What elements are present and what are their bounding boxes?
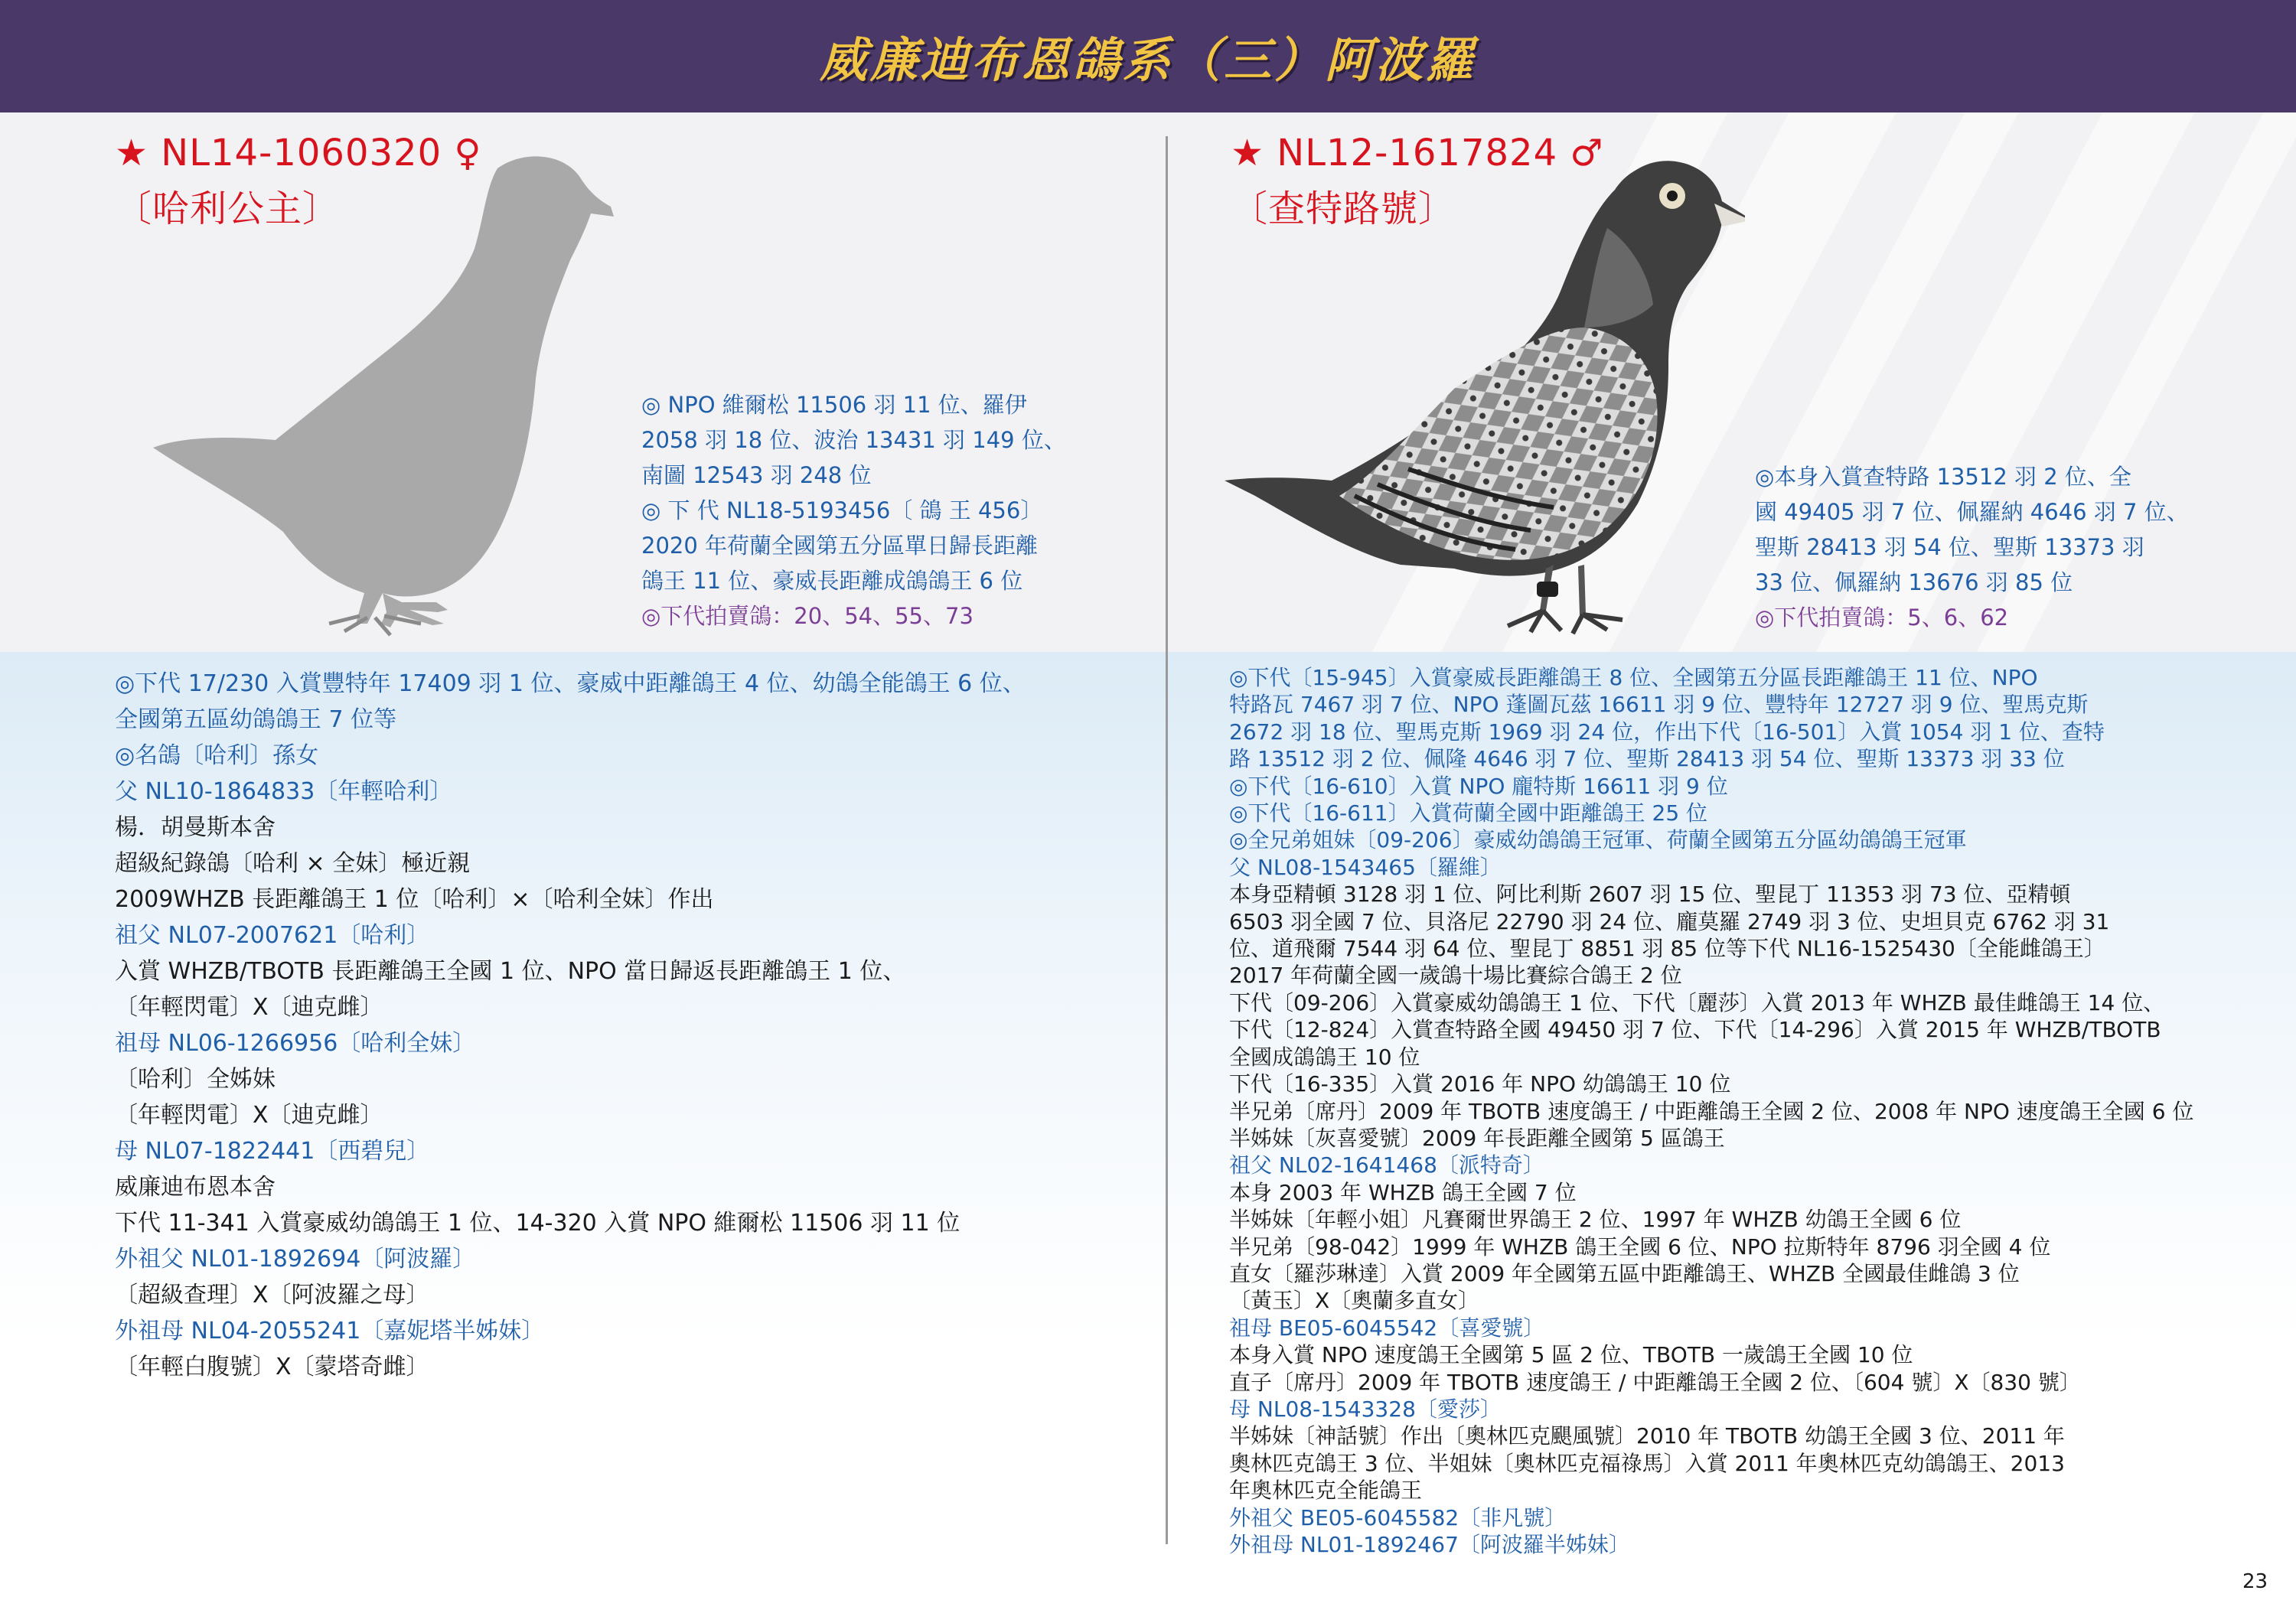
info-line: 33 位、佩羅納 13676 羽 85 位 bbox=[1755, 569, 2073, 595]
pedigree-line: 半姊妹〔神話號〕作出〔奧林匹克颶風號〕2010 年 TBOTB 幼鴿王全國 3 位、2011 年 bbox=[1229, 1423, 2065, 1449]
left-ring-number: ★ NL14-1060320 ♀ bbox=[115, 132, 482, 174]
pedigree-line: 下代〔09-206〕入賞豪威幼鴿鴿王 1 位、下代〔麗莎〕入賞 2013 年 WHZB 最佳雌鴿王 14 位、 bbox=[1229, 989, 2165, 1015]
info-line: 2020 年荷蘭全國第五分區單日歸長距離 bbox=[641, 533, 1039, 559]
pedigree-line: ◎下代〔16-610〕入賞 NPO 龐特斯 16611 羽 9 位 bbox=[1229, 773, 1728, 799]
right-bird-info bbox=[1755, 459, 2189, 635]
pedigree-line: 半兄弟〔席丹〕2009 年 TBOTB 速度鴿王 / 中距離鴿王全國 2 位、2008 年 NPO 速度鴿王全國 6 位 bbox=[1229, 1098, 2194, 1124]
pedigree-line: 下代 11-341 入賞豪威幼鴿鴿王 1 位、14-320 入賞 NPO 維爾松 11506 羽 11 位 bbox=[115, 1210, 960, 1237]
pedigree-line: 直女〔羅莎琳達〕入賞 2009 年全國第五區中距離鴿王、WHZB 全國最佳雌鴿 3 位 bbox=[1229, 1260, 2020, 1286]
pedigree-line: 外祖母 NL01-1892467〔阿波羅半姊妹〕 bbox=[1229, 1532, 1630, 1557]
info-line: ◎ 下 代 NL18-5193456〔 鴿 王 456〕 bbox=[641, 497, 1043, 523]
left-bird-info bbox=[641, 387, 1066, 634]
page-title: 威廉迪布恩鴿系（三）阿波羅 bbox=[819, 32, 1476, 88]
auction-line: ◎下代拍賣鴿：20、54、55、73 bbox=[641, 603, 974, 629]
pedigree-line: 入賞 WHZB/TBOTB 長距離鴿王全國 1 位、NPO 當日歸返長距離鴿王 1 位、 bbox=[115, 958, 906, 985]
info-line: ◎本身入賞查特路 13512 羽 2 位、全 bbox=[1755, 464, 2131, 490]
pedigree-line: 威廉迪布恩本舍 bbox=[115, 1174, 276, 1201]
pedigree-line: 母 NL07-1822441〔西碧兒〕 bbox=[115, 1138, 430, 1165]
pedigree-line: 〔年輕白腹號〕X〔蒙塔奇雌〕 bbox=[115, 1354, 429, 1380]
pedigree-line: 祖母 BE05-6045542〔喜愛號〕 bbox=[1229, 1315, 1545, 1341]
pedigree-line: 下代〔16-335〕入賞 2016 年 NPO 幼鴿鴿王 10 位 bbox=[1229, 1071, 1731, 1097]
pedigree-line: 奧林匹克鴿王 3 位、半姐妹〔奧林匹克福祿馬〕入賞 2011 年奧林匹克幼鴿鴿王、2013 bbox=[1229, 1450, 2065, 1476]
column-divider bbox=[1166, 136, 1168, 1544]
pedigree-line: 母 NL08-1543328〔愛莎〕 bbox=[1229, 1396, 1502, 1422]
info-line: 國 49405 羽 7 位、佩羅納 4646 羽 7 位、 bbox=[1755, 499, 2189, 525]
pedigree-line: ◎下代 17/230 入賞豐特年 17409 羽 1 位、豪威中距離鴿王 4 位、幼鴿全能鴿王 6 位、 bbox=[115, 670, 1026, 697]
pedigree-line: 超級紀錄鴿〔哈利 × 全妹〕極近親 bbox=[115, 850, 471, 877]
pedigree-line: 〔黃玉〕X〔奧蘭多直女〕 bbox=[1229, 1288, 1480, 1314]
pedigree-line: 外祖母 NL04-2055241〔嘉妮塔半姊妹〕 bbox=[115, 1318, 545, 1344]
right-bird-name: 〔查特路號〕 bbox=[1231, 187, 1456, 230]
left-bird-name: 〔哈利公主〕 bbox=[115, 187, 341, 230]
pedigree-line: 6503 羽全國 7 位、貝洛尼 22790 羽 24 位、龐莫羅 2749 羽 3 位、史坦貝克 6762 羽 31 bbox=[1229, 908, 2110, 934]
pedigree-line: 本身 2003 年 WHZB 鴿王全國 7 位 bbox=[1229, 1179, 1577, 1205]
pedigree-line: ◎下代〔16-611〕入賞荷蘭全國中距離鴿王 25 位 bbox=[1229, 800, 1708, 826]
pedigree-line: 2672 羽 18 位、聖馬克斯 1969 羽 24 位，作出下代〔16-501〕入賞 1054 羽 1 位、查特 bbox=[1229, 719, 2105, 745]
pedigree-line: 半姊妹〔灰喜愛號〕2009 年長距離全國第 5 區鴿王 bbox=[1229, 1125, 1725, 1151]
pedigree-line: 全國第五區幼鴿鴿王 7 位等 bbox=[115, 706, 397, 733]
info-line: 2058 羽 18 位、波治 13431 羽 149 位、 bbox=[641, 427, 1066, 453]
pedigree-line: 〔超級查理〕X〔阿波羅之母〕 bbox=[115, 1282, 429, 1309]
pedigree-line: 本身亞精頓 3128 羽 1 位、阿比利斯 2607 羽 15 位、聖昆丁 11353 羽 73 位、亞精頓 bbox=[1229, 882, 2071, 908]
pedigree-line: 全國成鴿鴿王 10 位 bbox=[1229, 1044, 1420, 1070]
pedigree-line: ◎下代〔15-945〕入賞豪威長距離鴿王 8 位、全國第五分區長距離鴿王 11 位、NPO bbox=[1229, 665, 2038, 690]
info-line: ◎ NPO 維爾松 11506 羽 11 位、羅伊 bbox=[641, 392, 1027, 418]
pedigree-line: 〔哈利〕全姊妹 bbox=[115, 1066, 276, 1093]
pedigree-line: 半兄弟〔98-042〕1999 年 WHZB 鴿王全國 6 位、NPO 拉斯特年 8796 羽全國 4 位 bbox=[1229, 1234, 2051, 1260]
right-pedigree bbox=[1229, 664, 2193, 1558]
pedigree-line: 直子〔席丹〕2009 年 TBOTB 速度鴿王 / 中距離鴿王全國 2 位、〔604 號〕X〔830 號〕 bbox=[1229, 1369, 2081, 1395]
info-line: 南圖 12543 羽 248 位 bbox=[641, 462, 872, 488]
pedigree-line: ◎名鴿〔哈利〕孫女 bbox=[115, 742, 319, 769]
pedigree-line: 祖母 NL06-1266956〔哈利全妹〕 bbox=[115, 1030, 476, 1057]
pedigree-line: 本身入賞 NPO 速度鴿王全國第 5 區 2 位、TBOTB 一歲鴿王全國 10 位 bbox=[1229, 1342, 1913, 1368]
pedigree-line: ◎全兄弟姐妹〔09-206〕豪威幼鴿鴿王冠軍、荷蘭全國第五分區幼鴿鴿王冠軍 bbox=[1229, 827, 1967, 853]
pedigree-line: 特路瓦 7467 羽 7 位、NPO 蓬圖瓦茲 16611 羽 9 位、豐特年 12727 羽 9 位、聖馬克斯 bbox=[1229, 692, 2089, 718]
pedigree-line: 〔年輕閃電〕X〔迪克雌〕 bbox=[115, 1102, 383, 1129]
right-ring-number: ★ NL12-1617824 ♂ bbox=[1231, 132, 1604, 174]
pedigree-line: 年奧林匹克全能鴿王 bbox=[1229, 1478, 1423, 1504]
pedigree-line: 父 NL10-1864833〔年輕哈利〕 bbox=[115, 778, 453, 805]
pedigree-line: 祖父 NL02-1641468〔派特奇〕 bbox=[1229, 1152, 1544, 1178]
pedigree-line: 〔年輕閃電〕X〔迪克雌〕 bbox=[115, 994, 383, 1021]
pedigree-line: 2017 年荷蘭全國一歲鴿十場比賽綜合鴿王 2 位 bbox=[1229, 963, 1682, 989]
pedigree-line: 下代〔12-824〕入賞查特路全國 49450 羽 7 位、下代〔14-296〕入賞 2015 年 WHZB/TBOTB bbox=[1229, 1017, 2161, 1043]
pedigree-line: 2009WHZB 長距離鴿王 1 位〔哈利〕×〔哈利全妹〕作出 bbox=[115, 886, 714, 913]
page-number: 23 bbox=[2242, 1570, 2268, 1593]
pedigree-line: 楊．胡曼斯本舍 bbox=[115, 814, 276, 841]
pedigree-line: 父 NL08-1543465〔羅維〕 bbox=[1229, 854, 1502, 880]
auction-line: ◎下代拍賣鴿：5、6、62 bbox=[1755, 605, 2009, 631]
info-line: 聖斯 28413 羽 54 位、聖斯 13373 羽 bbox=[1755, 534, 2144, 560]
pedigree-line: 位、道飛爾 7544 羽 64 位、聖昆丁 8851 羽 85 位等下代 NL16-1525430〔全能雌鴿王〕 bbox=[1229, 936, 2105, 962]
pedigree-line: 外祖父 BE05-6045582〔非凡號〕 bbox=[1229, 1504, 1567, 1530]
left-pedigree bbox=[115, 666, 1026, 1385]
pedigree-line: 半姊妹〔年輕小姐〕凡賽爾世界鴿王 2 位、1997 年 WHZB 幼鴿王全國 6 位 bbox=[1229, 1207, 1962, 1233]
pedigree-line: 外祖父 NL01-1892694〔阿波羅〕 bbox=[115, 1246, 476, 1273]
info-line: 鴿王 11 位、豪威長距離成鴿鴿王 6 位 bbox=[641, 568, 1023, 594]
pedigree-line: 祖父 NL07-2007621〔哈利〕 bbox=[115, 922, 430, 949]
header-bar bbox=[0, 0, 2296, 112]
pedigree-line: 路 13512 羽 2 位、佩隆 4646 羽 7 位、聖斯 28413 羽 54 位、聖斯 13373 羽 33 位 bbox=[1229, 746, 2065, 772]
